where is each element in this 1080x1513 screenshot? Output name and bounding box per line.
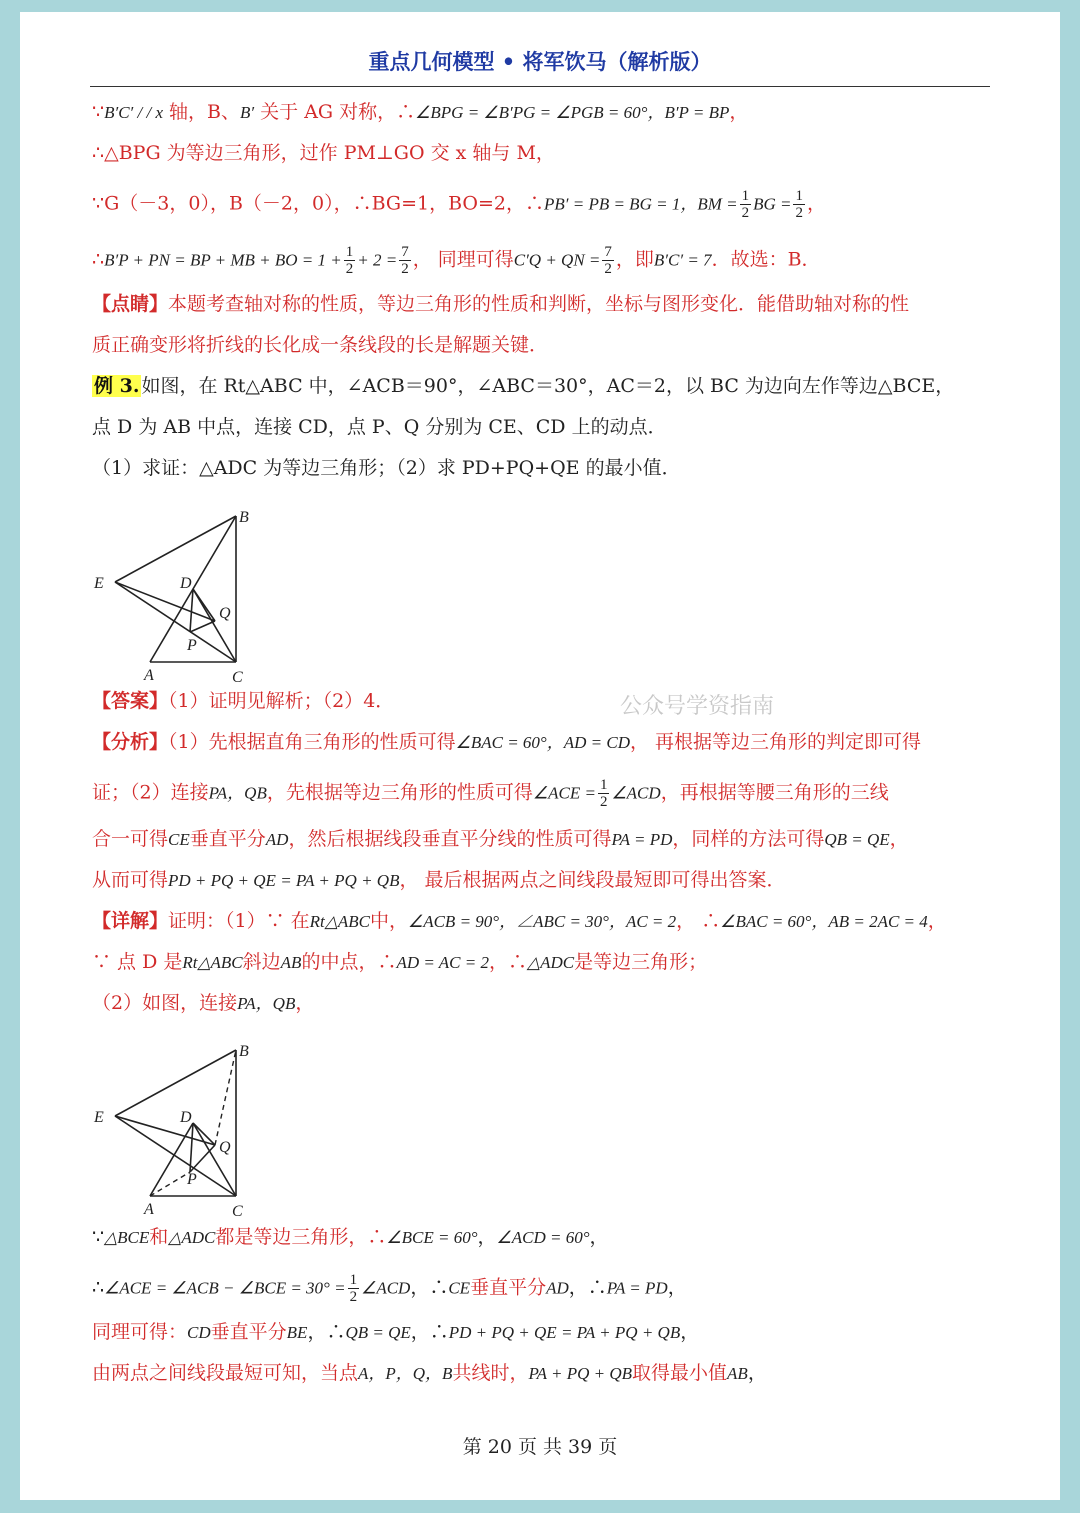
text: ∵G（－3，0），B（－2，0），∴BG=1，BO=2，∴ (92, 192, 544, 215)
label-D: D (180, 575, 192, 592)
text-line-1 (92, 99, 748, 126)
text: ，先根据等边三角形的性质可得 (266, 781, 533, 804)
math: QB = QE (824, 830, 890, 849)
text-line-18 (92, 1224, 609, 1251)
text-line-19 (92, 1272, 687, 1305)
text: ，∴ (410, 1276, 449, 1299)
page-footer: 第 20 页 共 39 页 (462, 1436, 618, 1458)
dashed-segment-AP (150, 1172, 190, 1196)
text: 合一可得 (92, 828, 169, 850)
tag-answer: 【答案】 (92, 690, 169, 712)
text-line-2: ∴△BPG 为等边三角形，过作 PM⊥GO 交 x 轴与 M， (92, 142, 555, 164)
math: PD + PQ + QE = PA + PQ + QB (168, 871, 400, 890)
math: AB (280, 953, 302, 972)
segment-EC (115, 1116, 236, 1196)
text: ， (927, 910, 947, 932)
text: ，∴ (410, 1321, 449, 1343)
math: CE (168, 830, 190, 849)
segment-DP (190, 1123, 193, 1172)
text: （1）证明见解析；（2）4． (168, 690, 395, 712)
text-line-17 (92, 990, 314, 1017)
math: PA，QB (208, 783, 267, 803)
text: 中， (369, 910, 408, 932)
label-P: P (187, 637, 197, 654)
text: 共线时， (452, 1362, 529, 1384)
text: ， (667, 1276, 687, 1299)
label-D: D (180, 1109, 192, 1126)
text: 证；（2）连接 (92, 781, 209, 804)
text-line-9: （1）求证：△ADC 为等边三角形；（2）求 PD+PQ+QE 的最小值． (92, 457, 681, 479)
geometry-figure-2 (86, 1030, 286, 1226)
math: PB′ = PB = BG = 1，BM = (543, 194, 738, 214)
text: 从而可得 (92, 869, 169, 891)
math: △ADC (527, 953, 575, 972)
math: B′C′ = 7 (653, 250, 712, 270)
segment-EB (115, 516, 236, 582)
fraction: $\frac{1}{2}$ (345, 244, 354, 277)
math: ∠ACE = ∠ACB − ∠BCE = 30° = (104, 1278, 346, 1298)
math: PD + PQ + QE = PA + PQ + QB (448, 1323, 681, 1342)
text: ， (589, 1226, 609, 1248)
math: ∠ACD (611, 783, 661, 803)
math: PA = PD (606, 1278, 668, 1298)
text: 证明：（1）∵ 在 (168, 910, 310, 932)
segment-PQ (190, 621, 215, 632)
text: 是等边三角形； (574, 951, 708, 973)
math: PA = PD (611, 830, 673, 849)
text: 由两点之间线段最短可知，当点 (92, 1362, 359, 1384)
text: ， (729, 101, 749, 123)
math: C′Q + QN = (513, 250, 601, 270)
segment-PQ (190, 1145, 215, 1172)
math: B′C′ / / x (104, 103, 163, 122)
math: BE (286, 1323, 308, 1342)
text: 如图，在 Rt△ABC 中，∠ACB＝90°，∠ABC＝30°，AC＝2，以 BC 为边向左作等边△BCE， (141, 375, 955, 397)
label-B: B (239, 1043, 249, 1060)
text: ， (295, 992, 315, 1014)
text: ， 最后根据两点之间线段最短即可得出答案． (399, 869, 786, 891)
math: QB = QE (345, 1323, 411, 1342)
math: ∠BAC = 60°，AB = 2AC = 4 (720, 912, 928, 931)
label-C: C (232, 1203, 243, 1220)
math: BG = (753, 194, 792, 214)
text: ， (477, 1226, 497, 1248)
text: ．故选：B． (711, 248, 821, 271)
math: ∠ACD = 60° (496, 1228, 590, 1247)
label-Q: Q (219, 605, 231, 622)
text-line-15 (92, 908, 947, 935)
text: 斜边 (242, 951, 281, 973)
example-tag: 例 3. (94, 375, 140, 397)
text-line-6: 质正确变形将折线的长化成一条线段的长是解题关键． (92, 334, 549, 356)
text: 和 (149, 1226, 169, 1248)
text: 取得最小值 (632, 1362, 728, 1384)
text: ，然后根据线段垂直平分线的性质可得 (288, 828, 612, 850)
text-line-14 (92, 867, 786, 894)
label-E: E (94, 575, 104, 592)
text-line-13 (92, 826, 909, 853)
text: ∵ (92, 101, 105, 123)
dashed-segment-QB (215, 1050, 236, 1145)
math: PA + PQ + QB (528, 1364, 633, 1383)
text: ， ∴ (676, 910, 721, 932)
fraction: $\frac{1}{2}$ (349, 1272, 358, 1305)
text: 本题考查轴对称的性质，等边三角形的性质和判断，坐标与图形变化．能借助轴对称的性 (168, 293, 910, 315)
label-B: B (239, 509, 249, 526)
text: 的中点，∴ (301, 951, 397, 973)
label-E: E (94, 1109, 104, 1126)
math: + 2 = (357, 250, 398, 270)
math: CE (448, 1278, 471, 1298)
label-C: C (232, 669, 243, 686)
text: ， (889, 828, 909, 850)
text: 垂直平分 (210, 1321, 287, 1343)
tag-detail: 【详解】 (92, 910, 169, 932)
math: CD (187, 1323, 211, 1342)
fraction: $\frac{7}{2}$ (401, 244, 409, 277)
label-A: A (144, 667, 154, 684)
label-A: A (144, 1201, 154, 1218)
fraction: $\frac{7}{2}$ (604, 244, 612, 277)
text: ，再根据等腰三角形的三线 (660, 781, 889, 804)
math: Rt△ABC (309, 912, 370, 931)
math: AD (546, 1278, 569, 1298)
text-line-21 (92, 1360, 767, 1387)
text-line-4 (92, 244, 821, 277)
page-header-title: 重点几何模型 • 将军饮马（解析版） (368, 49, 712, 74)
math: AD (265, 830, 289, 849)
math: Rt△ABC (182, 953, 243, 972)
text-line-3 (92, 188, 826, 221)
text: ， (680, 1321, 700, 1343)
tag-analysis: 【分析】 (92, 731, 169, 753)
math: ∠BAC = 60°，AD = CD (455, 733, 630, 752)
text: 都是等边三角形，∴ (215, 1226, 387, 1248)
text-line-16 (92, 949, 707, 976)
text: ， (806, 192, 826, 215)
segment-DP (190, 589, 193, 632)
math: ∠BCE = 60° (386, 1228, 478, 1247)
text: ∵ 点 D 是 (92, 951, 183, 973)
text: ，∴ (307, 1321, 346, 1343)
math: ∠BPG = ∠B′PG = ∠PGB = 60°，B′P = BP (415, 103, 730, 122)
document-page (20, 12, 1060, 1500)
text: 轴，B、 (163, 101, 241, 123)
text: ，∴ (568, 1276, 607, 1299)
text: ， 再根据等边三角形的判定即可得 (629, 731, 922, 753)
text-line-8: 点 D 为 AB 中点，连接 CD，点 P、Q 分别为 CE、CD 上的动点． (92, 416, 667, 438)
text: ，同样的方法可得 (672, 828, 825, 850)
text: ∵ (92, 1226, 105, 1248)
fraction: $\frac{1}{2}$ (741, 188, 750, 221)
math: B′P + PN = BP + MB + BO = 1 + (104, 250, 342, 270)
text: ∴ (92, 248, 105, 271)
label-P: P (187, 1171, 197, 1188)
segment-DC (193, 589, 236, 662)
math: △BCE (104, 1228, 150, 1247)
text-line-20 (92, 1319, 699, 1346)
math: △ADC (168, 1228, 216, 1247)
math: B′ (240, 103, 255, 122)
fraction: $\frac{1}{2}$ (599, 777, 608, 810)
math: ∠ACE = (532, 783, 596, 803)
segment-EB (115, 1050, 236, 1116)
math: AB (727, 1364, 748, 1383)
text: 关于 AG 对称，∴ (254, 101, 416, 123)
math: ∠ACB = 90°，∠ABC = 30°，AC = 2 (407, 912, 677, 931)
math: ∠ACD (361, 1278, 411, 1298)
math: A，P，Q，B (358, 1364, 453, 1383)
text: （2）如图，连接 (92, 992, 238, 1014)
text: （1）先根据直角三角形的性质可得 (168, 731, 456, 753)
text-line-10 (92, 688, 394, 714)
text: 垂直平分 (189, 828, 266, 850)
segment-DC (193, 1123, 236, 1196)
geometry-figure-1 (86, 496, 286, 692)
text: ，∴ (489, 951, 528, 973)
text: 同理可得： (92, 1321, 188, 1343)
header-rule (90, 86, 990, 87)
label-Q: Q (219, 1139, 231, 1156)
text-line-12 (92, 777, 889, 810)
text: ， (747, 1362, 767, 1384)
text-line-11 (92, 729, 921, 756)
text-line-5 (92, 291, 909, 317)
tag-dianjing: 【点睛】 (92, 293, 169, 315)
watermark: 公众号学资指南 (620, 694, 775, 719)
math: PA，QB (237, 994, 296, 1013)
text: 垂直平分 (470, 1276, 547, 1299)
segment-EC (115, 582, 236, 662)
math: AD = AC = 2 (396, 953, 489, 972)
text: ，即 (615, 248, 654, 271)
text: ∴ (92, 1276, 105, 1299)
text-line-7 (92, 373, 954, 399)
fraction: $\frac{1}{2}$ (795, 188, 803, 221)
text: ， 同理可得 (412, 248, 514, 271)
